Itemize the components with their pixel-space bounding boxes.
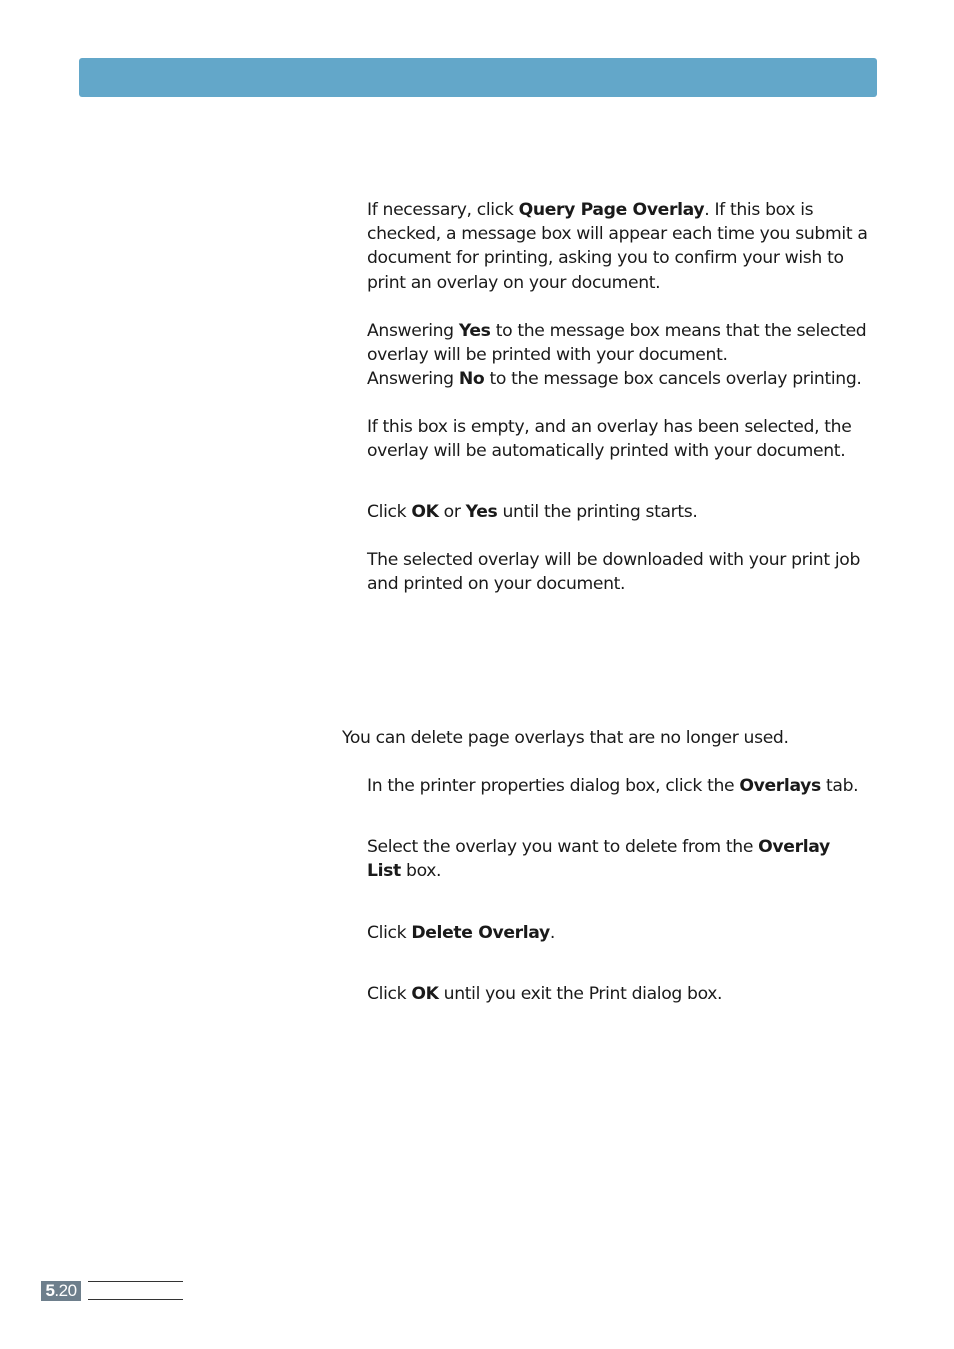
text: . (549, 923, 555, 943)
overlay-list-term: Overlay (758, 837, 830, 857)
delete-step-3 (367, 921, 555, 945)
delete-step-2-line-2 (367, 859, 441, 883)
page-number (41, 1281, 81, 1301)
text: In the printer properties dialog box, click the (367, 776, 740, 796)
text: Select the overlay you want to delete from the (367, 837, 759, 857)
empty-box-line-2: overlay will be automatically printed with your document. (367, 441, 846, 461)
text: Click (367, 502, 412, 522)
text: or (438, 502, 466, 522)
yes-term: Yes (465, 502, 498, 522)
text: until you exit the Print dialog box. (438, 984, 723, 1004)
delete-step-2-line-1 (367, 835, 830, 859)
delete-section-intro: You can delete page overlays that are no longer used. (342, 728, 789, 748)
query-paragraph-line-4: print an overlay on your document. (367, 273, 661, 293)
text: . If this box is (704, 200, 814, 220)
query-page-overlay-term: Query Page Overlay (518, 200, 705, 220)
query-paragraph-line-3: document for printing, asking you to confirm your wish to (367, 248, 844, 268)
text: to the message box means that the selected (490, 321, 867, 341)
text: Click (367, 984, 412, 1004)
ok-term: OK (411, 984, 439, 1004)
ok-term: OK (411, 502, 439, 522)
answer-yes-line-1 (367, 319, 866, 343)
delete-step-1 (367, 774, 858, 798)
text: Answering (367, 369, 459, 389)
click-ok-yes-step (367, 500, 698, 524)
delete-step-4 (367, 982, 722, 1006)
no-term: No (458, 369, 485, 389)
delete-overlay-term: Delete Overlay (411, 923, 550, 943)
text: Answering (367, 321, 459, 341)
yes-term: Yes (458, 321, 491, 341)
text: Click (367, 923, 412, 943)
text: box. (400, 861, 442, 881)
text: until the printing starts. (497, 502, 698, 522)
chapter-number: 5 (45, 1281, 55, 1300)
query-paragraph-line-2: checked, a message box will appear each time you submit a (367, 224, 868, 244)
empty-box-line-1: If this box is empty, and an overlay has been selected, the (367, 417, 852, 437)
text: tab. (820, 776, 859, 796)
answer-yes-line-2: overlay will be printed with your document. (367, 345, 728, 365)
query-paragraph-line-1 (367, 198, 813, 222)
text: If necessary, click (367, 200, 519, 220)
download-note-line-1: The selected overlay will be downloaded with your print job (367, 550, 861, 570)
overlays-tab-term: Overlays (739, 776, 821, 796)
footer-rule-bottom (88, 1299, 183, 1300)
footer-rule-top (88, 1281, 183, 1282)
page-index: .20 (54, 1281, 77, 1300)
download-note-line-2: and printed on your document. (367, 574, 626, 594)
text: to the message box cancels overlay printing. (484, 369, 862, 389)
answer-no-line (367, 367, 862, 391)
overlay-list-term: List (367, 861, 401, 881)
header-bar (79, 58, 877, 97)
